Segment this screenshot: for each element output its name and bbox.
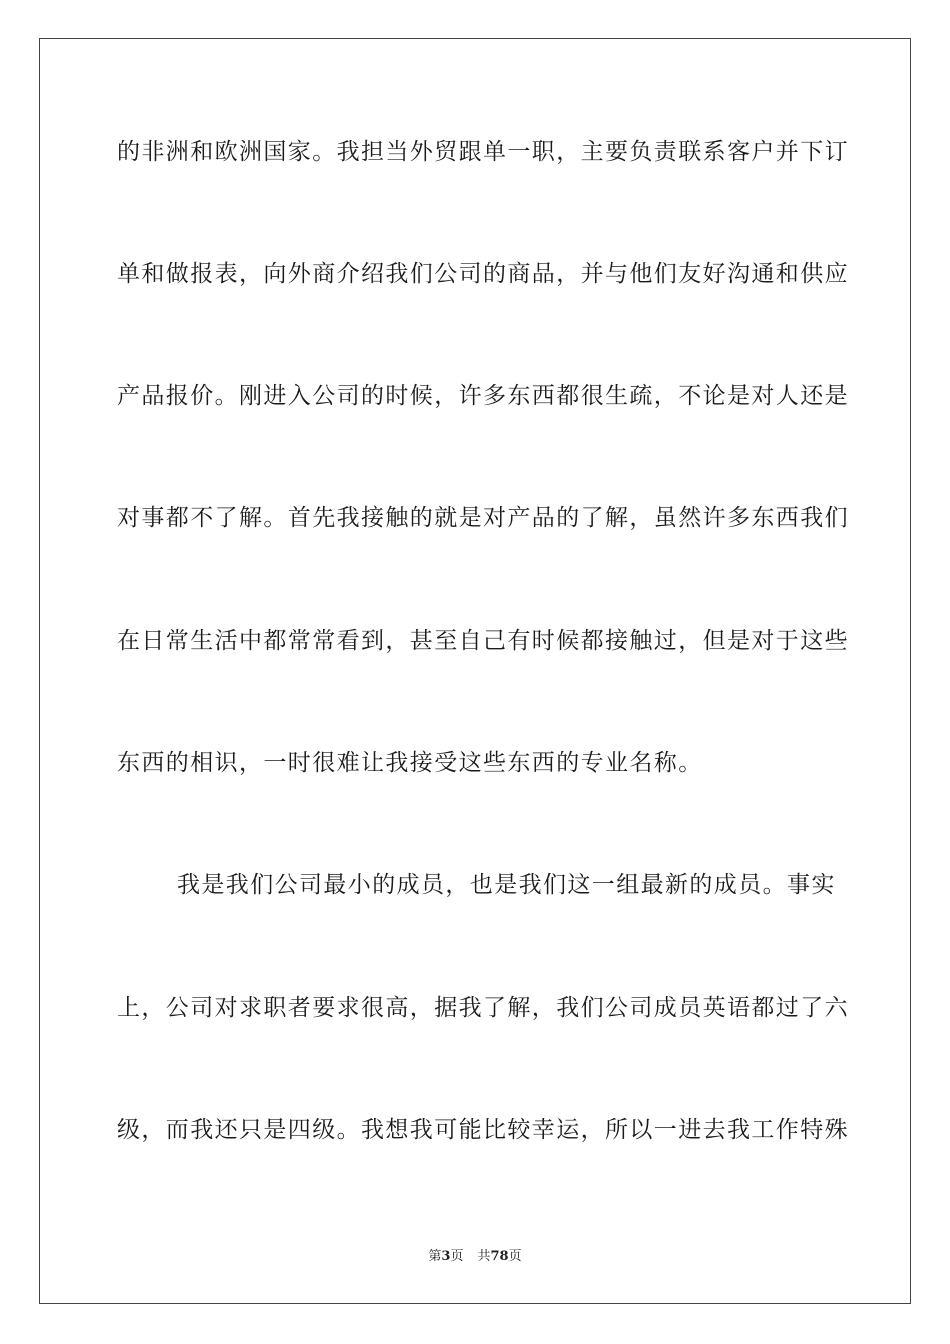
page-label-prefix: 第 — [428, 1249, 442, 1264]
text-line: 对事都不了解。首先我接触的就是对产品的了解，虽然许多东西我们 — [117, 505, 849, 531]
text-line: 在日常生活中都常常看到，甚至自己有时候都接触过，但是对于这些 — [117, 628, 849, 654]
text-line: 的非洲和欧洲国家。我担当外贸跟单一职，主要负责联系客户并下订 — [117, 139, 849, 165]
current-page-number: 3 — [441, 1249, 451, 1264]
page-footer — [0, 1248, 950, 1266]
text-line-paragraph-start: 我是我们公司最小的成员，也是我们这一组最新的成员。事实 — [177, 872, 836, 898]
text-line: 单和做报表，向外商介绍我们公司的商品，并与他们友好沟通和供应 — [117, 261, 849, 287]
text-line-paragraph-end: 东西的相识，一时很难让我接受这些东西的专业名称。 — [117, 750, 703, 776]
text-line: 上，公司对求职者要求很高，据我了解，我们公司成员英语都过了六 — [117, 995, 849, 1021]
total-page-count: 78 — [490, 1249, 509, 1264]
total-label-suffix: 页 — [508, 1249, 522, 1264]
page-label-suffix: 页 — [450, 1249, 464, 1264]
text-line: 产品报价。刚进入公司的时候，许多东西都很生疏，不论是对人还是 — [117, 383, 849, 409]
text-line: 级，而我还只是四级。我想我可能比较幸运，所以一进去我工作特殊 — [117, 1117, 849, 1143]
total-label-prefix: 共 — [477, 1249, 491, 1264]
